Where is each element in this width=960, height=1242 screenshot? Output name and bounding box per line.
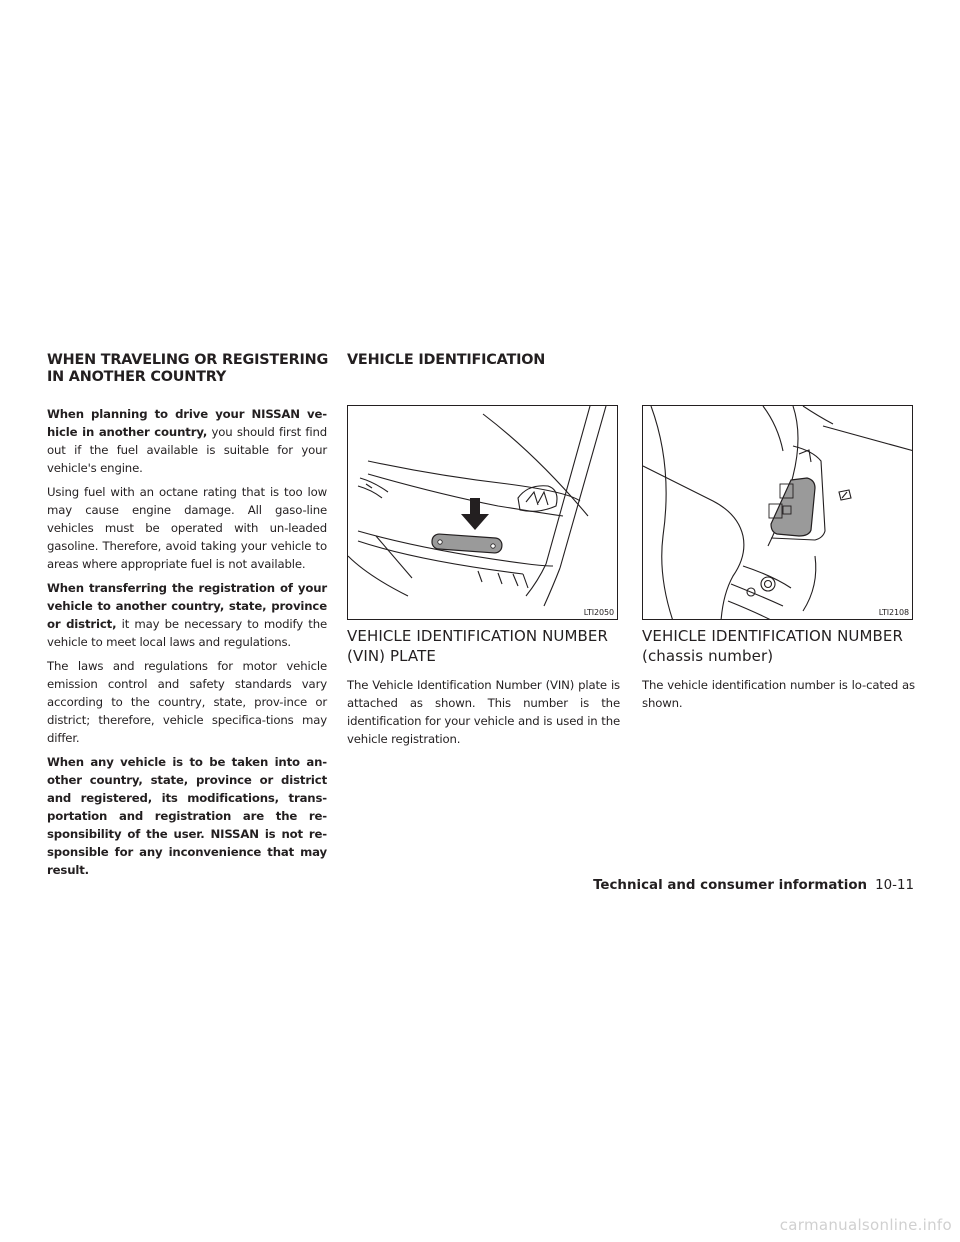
vin-plate-drawing: [348, 406, 618, 620]
paragraph-responsibility-bold: When any vehicle is to be taken into an-other country, state, province or district and registered, its modifications, trans-portation and registration are the re-sponsibility of the user. NISSAN is not re-sponsible for any inconvenience that may result.: [47, 755, 327, 877]
vin-plate-heading: VEHICLE IDENTIFICATION NUMBER (VIN) PLATE: [347, 627, 609, 665]
paragraph-responsibility: [47, 753, 327, 879]
paragraph-planning-bold: When planning to drive your NISSAN ve-hicle in another country,: [47, 407, 327, 439]
chassis-number-heading: VEHICLE IDENTIFICATION NUMBER (chassis number): [642, 627, 904, 665]
chassis-number-column: [642, 405, 915, 718]
paragraph-registration-bold: When transferring the registration of your vehicle to another country, state, province or district,: [47, 581, 327, 631]
footer-section-name: Technical and consumer information: [593, 878, 868, 893]
paragraph-registration-text: it may be necessary to modify the vehicle to meet local laws and regulations.: [47, 617, 328, 649]
page-footer: [593, 876, 914, 896]
traveling-column: [47, 405, 327, 885]
paragraph-regulations: The laws and regulations for motor vehicle emission control and safety standards vary according to the country, state, prov-ince or district; therefore, vehicle specifica-tions may differ.: [47, 659, 327, 745]
vin-plate-column: [347, 405, 620, 754]
vin-plate-description: The Vehicle Identification Number (VIN) plate is attached as shown. This number is the identification for your vehicle and is used in the vehicle registration.: [347, 678, 620, 746]
paragraph-planning: [47, 405, 327, 477]
figure-code-lti2108: LTI2108: [878, 608, 909, 617]
chassis-number-description: The vehicle identification number is lo-cated as shown.: [642, 678, 915, 710]
watermark: carmanualsonline.info: [779, 1216, 952, 1234]
chassis-number-drawing: [643, 406, 913, 620]
section-title-traveling: WHEN TRAVELING OR REGISTERING IN ANOTHER COUNTRY: [47, 352, 329, 385]
paragraph-planning-text: you should first find out if the fuel available is suitable for your vehicle's engine.: [47, 425, 327, 475]
paragraph-registration: [47, 579, 327, 651]
chassis-number-illustration: [642, 405, 913, 620]
page-number: 10-11: [875, 878, 914, 893]
section-title-vehicle-identification: VEHICLE IDENTIFICATION: [347, 352, 546, 368]
paragraph-octane: Using fuel with an octane rating that is too low may cause engine damage. All gaso-line vehicles must be operated with un-leaded gasoline. Therefore, avoid taking your vehicle to areas where appropriate fuel is not available.: [47, 485, 327, 571]
vin-plate-illustration: [347, 405, 618, 620]
figure-code-lti2050: LTI2050: [583, 608, 614, 617]
